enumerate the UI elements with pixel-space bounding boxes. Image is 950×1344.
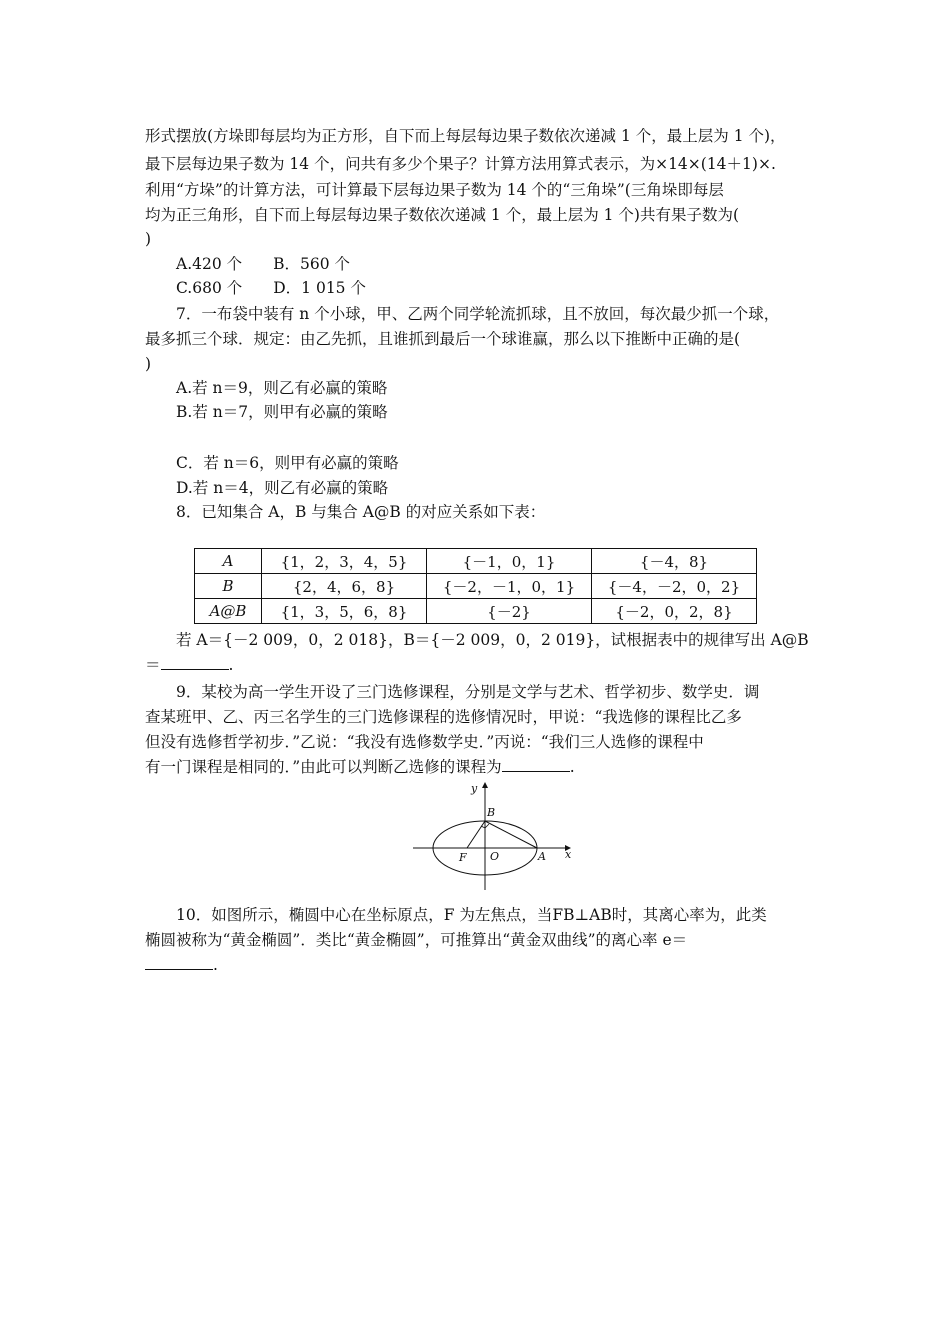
q7-option-d: D.若 n＝4，则乙有必赢的策略	[176, 479, 389, 497]
text-line: 最下层每边果子数为 14 个，问共有多少个果子？计算方法用算式表示，为×14×(14＋1)×.	[145, 155, 776, 173]
table-row	[195, 549, 757, 574]
table-cell: {2，4，6，8}	[262, 574, 427, 599]
q10-answer-line	[145, 955, 218, 975]
point-o-label: O	[490, 850, 500, 863]
period: .	[213, 956, 218, 974]
table-cell: {－4，8}	[592, 549, 757, 574]
table-cell: A@B	[195, 599, 262, 624]
period: .	[228, 656, 234, 674]
point-f-label: F	[459, 851, 467, 864]
q9-stem-3: 但没有选修哲学初步．”乙说：“我没有选修数学史．”丙说：“我们三人选修的课程中	[145, 733, 704, 751]
text-line: )	[145, 230, 152, 248]
q7-option-b: B.若 n＝7，则甲有必赢的策略	[176, 403, 388, 421]
table-cell: {－2，0，2，8}	[592, 599, 757, 624]
answer-blank	[502, 757, 570, 772]
table-cell: {－2，－1，0，1}	[427, 574, 592, 599]
table-cell: B	[195, 574, 262, 599]
q6-options-cd: C.680 个 D．1 015 个	[176, 279, 366, 297]
q9-stem-4	[145, 757, 575, 777]
text-line: 利用“方垛”的计算方法，可计算最下层每边果子数为 14 个的“三角垛”(三角垛即每层	[145, 181, 724, 199]
table-cell: {－4，－2，0，2}	[592, 574, 757, 599]
point-b-label: B	[487, 806, 496, 819]
q10-stem-2: 椭圆被称为“黄金椭圆”．类比“黄金椭圆”，可推算出“黄金双曲线”的离心率 e＝	[145, 931, 688, 949]
table-cell: {－1，0，1}	[427, 549, 592, 574]
q8-question: 若 A＝{－2 009，0，2 018}，B＝{－2 009，0，2 019}，试根据表中的规律写出 A@B	[176, 631, 809, 649]
table-cell: {1，2，3，4，5}	[262, 549, 427, 574]
equals-sign: ＝	[145, 656, 161, 674]
q7-option-c: C．若 n＝6，则甲有必赢的策略	[176, 454, 399, 472]
q9-stem-2: 查某班甲、乙、丙三名学生的三门选修课程的选修情况时，甲说：“我选修的课程比乙多	[145, 708, 742, 726]
y-axis-arrow	[482, 782, 488, 788]
y-label: y	[471, 782, 478, 795]
q9-text: 有一门课程是相同的．”由此可以判断乙选修的课程为	[145, 758, 502, 776]
q7-stem-3: )	[145, 355, 152, 373]
q8-answer-line	[145, 655, 233, 675]
answer-blank	[145, 955, 213, 970]
answer-blank	[161, 655, 229, 670]
table-row	[195, 574, 757, 599]
q7-stem-2: 最多抓三个球．规定：由乙先抓，且谁抓到最后一个球谁赢，那么以下推断中正确的是(	[145, 330, 741, 348]
segment-fb	[467, 821, 485, 848]
text-line: 形式摆放(方垛即每层均为正方形，自下而上每层每边果子数依次递减 1 个，最上层为 1 个)，	[145, 127, 786, 145]
point-a-label: A	[538, 850, 546, 863]
q7-option-a: A.若 n＝9，则乙有必赢的策略	[176, 379, 388, 397]
q10-stem: 10．如图所示，椭圆中心在坐标原点，F 为左焦点，当FB⊥AB时，其离心率为，此类	[176, 906, 767, 924]
table-cell: {－2}	[427, 599, 592, 624]
table-cell: A	[195, 549, 262, 574]
q6-options-ab: A.420 个 B．560 个	[176, 255, 351, 273]
ellipse-figure	[405, 778, 575, 892]
table-cell: {1，3，5，6，8}	[262, 599, 427, 624]
q8-stem: 8．已知集合 A，B 与集合 A@B 的对应关系如下表：	[176, 503, 546, 521]
period: .	[569, 758, 575, 776]
q7-stem: 7．一布袋中装有 n 个小球，甲、乙两个同学轮流抓球，且不放回，每次最少抓一个球，	[176, 305, 780, 323]
x-label: x	[565, 848, 572, 861]
text-line: 均为正三角形，自下而上每层每边果子数依次递减 1 个，最上层为 1 个)共有果子数为(	[145, 206, 740, 224]
set-mapping-table	[194, 548, 757, 624]
table-row	[195, 599, 757, 624]
q9-stem: 9．某校为高一学生开设了三门选修课程，分别是文学与艺术、哲学初步、数学史．调	[176, 683, 760, 701]
